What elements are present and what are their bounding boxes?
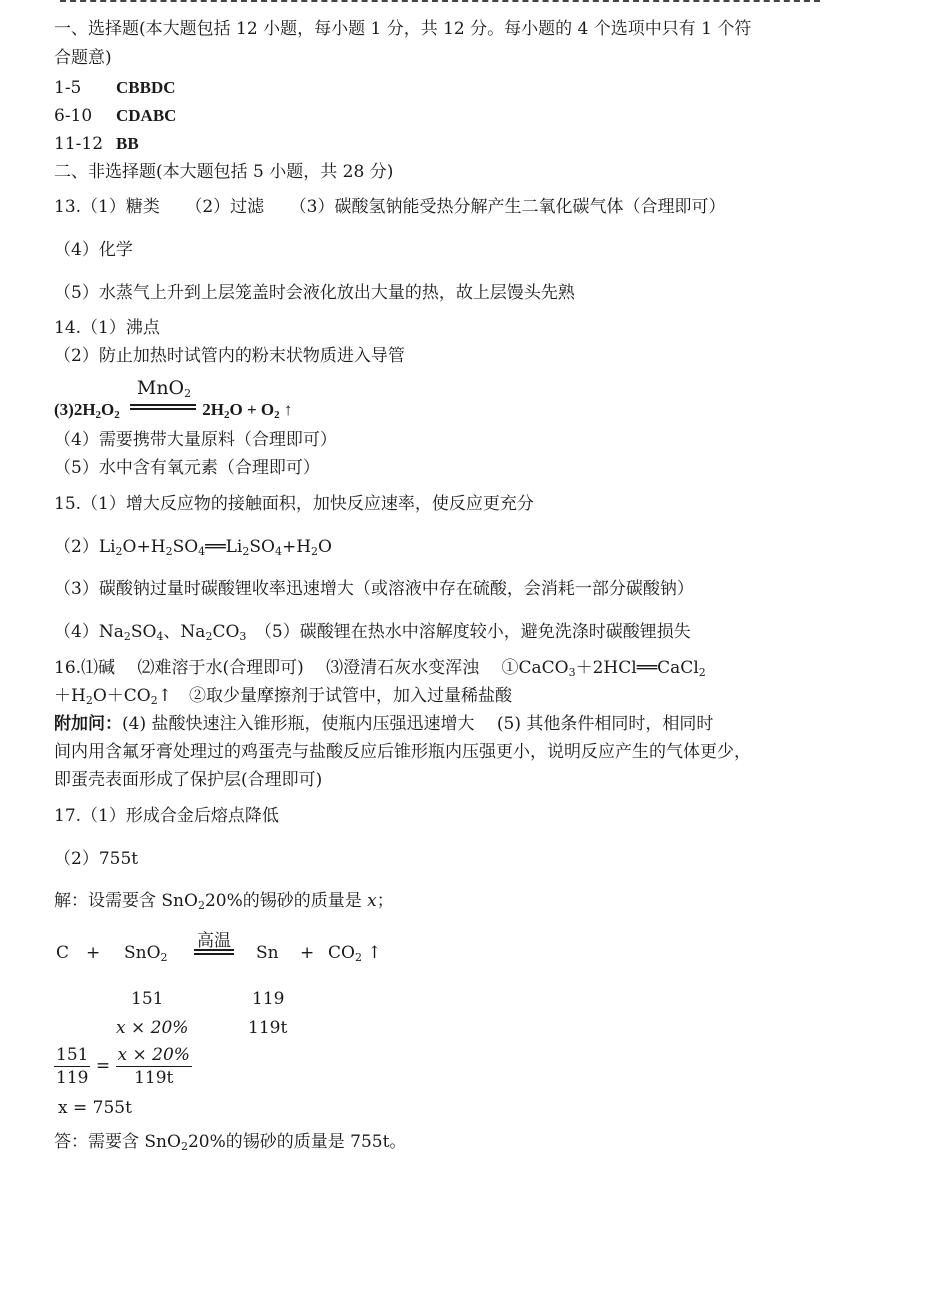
q17-line2: （2）755t: [54, 849, 139, 869]
answer-range: 1-5: [54, 78, 82, 98]
fraction: $\frac{151}{119}$: [56, 1045, 89, 1088]
q15-line2: $(2)Li_2O+H_2SO_4══Li_2SO_4+H_2O$: [54, 537, 332, 558]
q17-eq-sn: Sn: [256, 943, 279, 963]
answer-range: 6-10: [54, 106, 93, 126]
q17-eq-c: C: [56, 943, 70, 963]
q17-eq-sno2: SnO$_2$: [124, 943, 168, 964]
q17-mass-sno2: 151: [131, 989, 164, 1009]
q14-line4: （4）需要携带大量原料（合理即可）: [54, 430, 337, 450]
q16-extra-line1: 附加问：(4) 盐酸快速注入锥形瓶，使瓶内压强迅速增大 (5) 其他条件相同时，相同时: [54, 714, 714, 734]
q16-line1: 16.⑴碱 ⑵难溶于水(合理即可) ⑶澄清石灰水变浑浊 ①CaCO$_3$＋2HCl══CaCl$_2$: [54, 658, 706, 679]
q17-solve-setup: 解：设需要含 SnO$_2$20%的锡砂的质量是 x；: [54, 891, 394, 912]
q16-line2: $+H_2O+CO_2↑$ ②取少量摩擦剂于试管中，加入过量稀盐酸: [54, 686, 512, 707]
q16-extra-line3: 即蛋壳表面形成了保护层(合理即可): [54, 770, 323, 790]
q17-unknown-sn: 119t: [248, 1018, 288, 1038]
double-equals-sign: [194, 949, 234, 955]
q17-mass-sn: 119: [252, 989, 285, 1009]
q14-line5: （5）水中含有氧元素（合理即可）: [54, 458, 320, 478]
q17-eq-co2: $CO_2$ ↑: [328, 943, 382, 964]
q14-equation: $(3)2H_2O_2$ $2H_2O + O_2$ ↑: [54, 400, 293, 421]
q17-eq-plus: +: [86, 943, 101, 963]
answer-row: [54, 104, 176, 128]
q17-result: x = 755t: [58, 1098, 132, 1118]
q14-line2: （2）防止加热时试管内的粉末状物质进入导管: [54, 346, 405, 366]
answer-range: 11-12: [54, 134, 104, 154]
q13-line3: （5）水蒸气上升到上层笼盖时会液化放出大量的热，故上层馒头先熟: [54, 283, 575, 303]
q17-eq-plus: +: [300, 943, 315, 963]
q17-answer: 答：需要含 SnO$_2$20%的锡砂的质量是 755t。: [54, 1132, 407, 1153]
section1-heading-line1: 一、选择题(本大题包括 12 小题，每小题 1 分，共 12 分。每小题的 4 个选项中只有 1 个符: [54, 19, 752, 39]
q15-line1: 15.（1）增大反应物的接触面积，加快反应速率，使反应更充分: [54, 494, 534, 514]
q15-line4: $(4)Na_2SO_4$、$Na_2CO_3$ （5）碳酸锂在热水中溶解度较小，避免洗涤时碳酸锂损失: [54, 622, 691, 643]
section1-heading-line2: 合题意): [54, 48, 112, 68]
answer-letters: CBBDC: [116, 78, 176, 97]
q13-line2: （4）化学: [54, 240, 133, 260]
q14-line1: 14.（1）沸点: [54, 318, 160, 338]
top-cropped-rule: [60, 0, 820, 6]
catalyst-label: MnO$_2$: [136, 377, 192, 400]
double-equals-sign: [130, 404, 196, 410]
fraction: $\frac{x \times 20\%}{119t}$: [117, 1045, 190, 1088]
answer-row: [54, 76, 176, 100]
q17-eq-condition: 高温: [197, 931, 231, 951]
extra-question-label: 附加问：: [54, 714, 122, 733]
answer-letters: CDABC: [116, 106, 177, 125]
q13-line1: 13.（1）糖类 （2）过滤 （3）碳酸氢钠能受热分解产生二氧化碳气体（合理即可）: [54, 197, 726, 217]
q17-line1: 17.（1）形成合金后熔点降低: [54, 806, 279, 826]
q15-line3: （3）碳酸钠过量时碳酸锂收率迅速增大（或溶液中存在硫酸，会消耗一部分碳酸钠）: [54, 579, 694, 599]
q17-unknown-sno2: x × 20%: [116, 1018, 189, 1038]
q17-proportion: $\frac{151}{119}$ = $\frac{x \times 20\%}{119t}$: [56, 1045, 190, 1088]
answer-row: [54, 132, 139, 156]
section2-heading: 二、非选择题(本大题包括 5 小题，共 28 分): [54, 162, 394, 182]
answer-letters: BB: [116, 134, 139, 153]
q16-extra-line2: 间内用含氟牙膏处理过的鸡蛋壳与盐酸反应后锥形瓶内压强更小，说明反应产生的气体更少，: [54, 742, 751, 762]
